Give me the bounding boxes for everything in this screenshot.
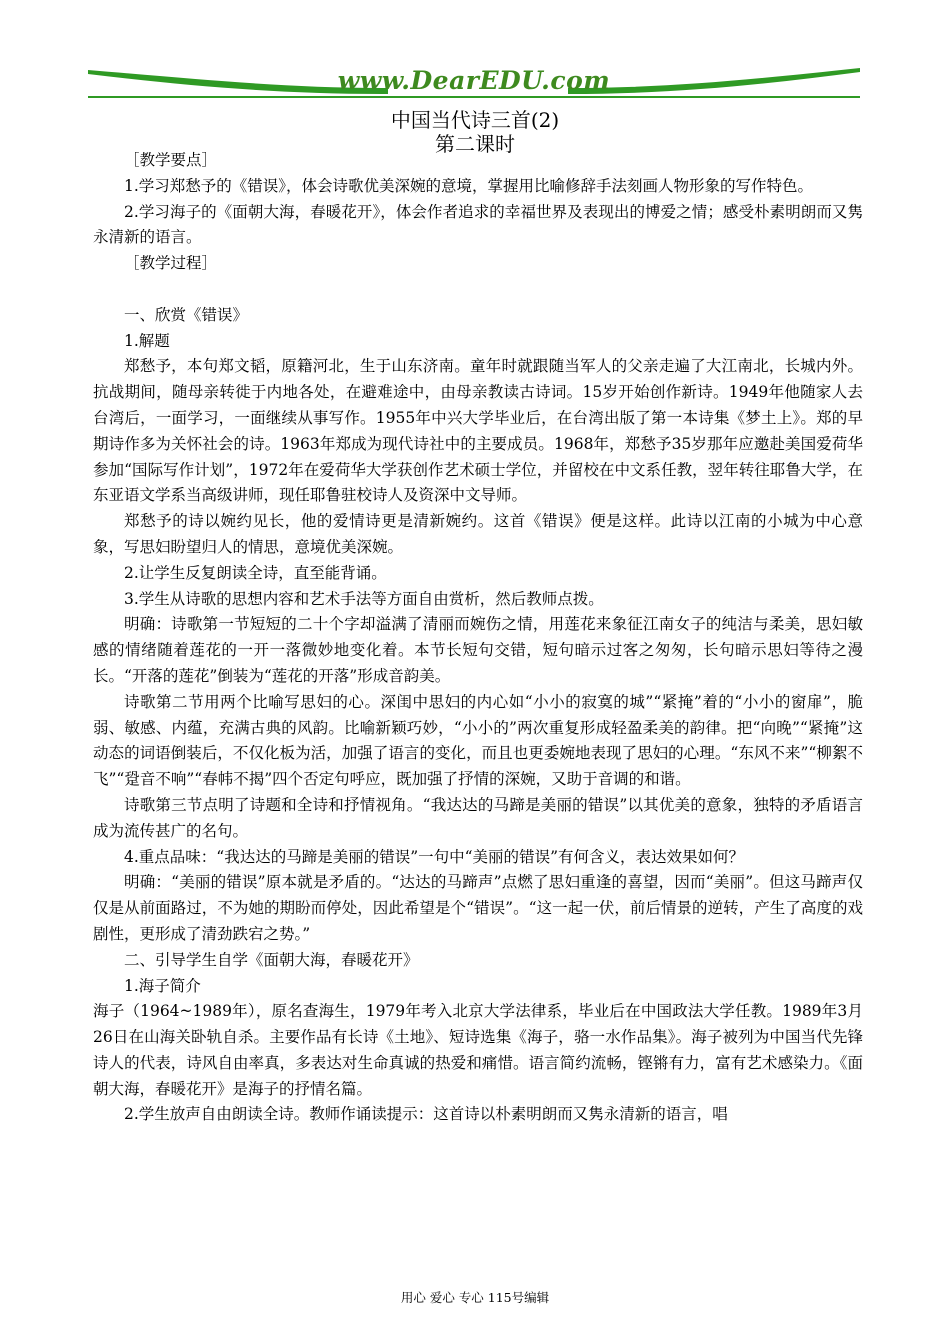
paragraph: 1.海子简介 <box>124 976 201 995</box>
site-banner <box>88 62 860 100</box>
section-heading: 一、欣赏《错误》 <box>124 305 249 324</box>
page-subtitle: 第二课时 <box>435 132 515 156</box>
paragraph: 郑愁予，本句郑文韬，原籍河北，生于山东济南。童年时就跟随当军人的父亲走遍了大江南北，长城内外。抗战期间，随母亲转徙于内地各处，在避难途中，由母亲教读古诗词。15岁开始创作新诗。1949年他随家人去台湾后，一面学习，一面继续从事写作。1955年中兴大学毕业后，在台湾出版了第一本诗集《梦土上》。郑的早期诗作多为关怀社会的诗。1963年郑成为现代诗社中的主要成员。1968年，郑愁予35岁那年应邀赴美国爱荷华参加“国际写作计划”，1972年在爱荷华大学获创作艺术硕士学位，并留校在中文系任教，翌年转往耶鲁大学，在东亚语文学系当高级讲师，现任耶鲁驻校诗人及资深中文导师。 <box>93 357 863 505</box>
paragraph: 明确：诗歌第一节短短的二十个字却溢满了清丽而婉伤之情，用莲花来象征江南女子的纯洁与柔美，思妇敏感的情绪随着莲花的一开一落微妙地变化着。本节长短句交错，短句暗示过客之匆匆，长句暗示思妇等待之漫长。“开落的莲花”倒装为“莲花的开落”形成音韵美。 <box>93 615 863 685</box>
document-body <box>93 148 863 1128</box>
paragraph: 1.学习郑愁予的《错误》，体会诗歌优美深婉的意境，掌握用比喻修辞手法刻画人物形象的写作特色。 <box>124 176 814 195</box>
paragraph: 郑愁予的诗以婉约见长，他的爱情诗更是清新婉约。这首《错误》便是这样。此诗以江南的小城为中心意象，写思妇盼望归人的情思，意境优美深婉。 <box>93 512 863 556</box>
page-footer: 用心 爱心 专心 115号编辑 <box>400 1290 550 1305</box>
paragraph: 明确：“美丽的错误”原本就是矛盾的。“达达的马蹄声”点燃了思妇重逢的喜望，因而“美丽”。但这马蹄声仅仅是从前面路过，不为她的期盼而停处，因此希望是个“错误”。“这一起一伏，前后情景的逆转，产生了高度的戏剧性，更形成了清劲跌宕之势。” <box>93 873 863 943</box>
blank-line <box>93 277 863 303</box>
paragraph: 1.解题 <box>124 331 170 350</box>
page-title: 中国当代诗三首(2) <box>390 108 560 132</box>
paragraph: 诗歌第三节点明了诗题和全诗和抒情视角。“我达达的马蹄是美丽的错误”以其优美的意象，独特的矛盾语言成为流传甚广的名句。 <box>93 795 863 840</box>
paragraph: 诗歌第二节用两个比喻写思妇的心。深闺中思妇的内心如“小小的寂寞的城”“紧掩”着的“小小的窗扉”，脆弱、敏感、内蕴，充满古典的风韵。比喻新颖巧妙，“小小的”两次重复形成轻盈柔美的韵律。把“向晚”“紧掩”这动态的词语倒装后，不仅化板为活，加强了语言的变化，而且也更委婉地表现了思妇的心理。“东风不来”“柳絮不飞”“跫音不响”“春帏不揭”四个否定句呼应，既加强了抒情的深婉，又助于音调的和谐。 <box>93 692 863 789</box>
paragraph: 2.学习海子的《面朝大海，春暖花开》，体会作者追求的幸福世界及表现出的博爱之情；感受朴素明朗而又隽永清新的语言。 <box>93 202 863 247</box>
paragraph: 4.重点品味：“我达达的马蹄是美丽的错误”一句中“美丽的错误”有何含义，表达效果如何？ <box>124 847 744 866</box>
section-heading: ［教学过程］ <box>124 254 218 273</box>
section-heading: 二、引导学生自学《面朝大海，春暖花开》 <box>124 950 419 969</box>
section-heading: ［教学要点］ <box>124 151 218 169</box>
paragraph: 海子（1964~1989年），原名查海生，1979年考入北京大学法律系，毕业后在中国政法大学任教。1989年3月26日在山海关卧轨自杀。主要作品有长诗《土地》、短诗选集《海子，骆一水作品集》。海子被列为中国当代先锋诗人的代表，诗风自由率真，多表达对生命真诚的热爱和痛惜。语言简约流畅，铿锵有力，富有艺术感染力。《面朝大海，春暖花开》是海子的抒情名篇。 <box>93 1002 863 1098</box>
paragraph: 3.学生从诗歌的思想内容和艺术手法等方面自由赏析，然后教师点拨。 <box>124 589 604 608</box>
paragraph: 2.让学生反复朗读全诗，直至能背诵。 <box>124 563 387 582</box>
site-logo: www.DearEDU.com <box>337 66 611 95</box>
paragraph: 2.学生放声自由朗读全诗。教师作诵读提示：这首诗以朴素明朗而又隽永清新的语言，唱 <box>124 1105 728 1124</box>
